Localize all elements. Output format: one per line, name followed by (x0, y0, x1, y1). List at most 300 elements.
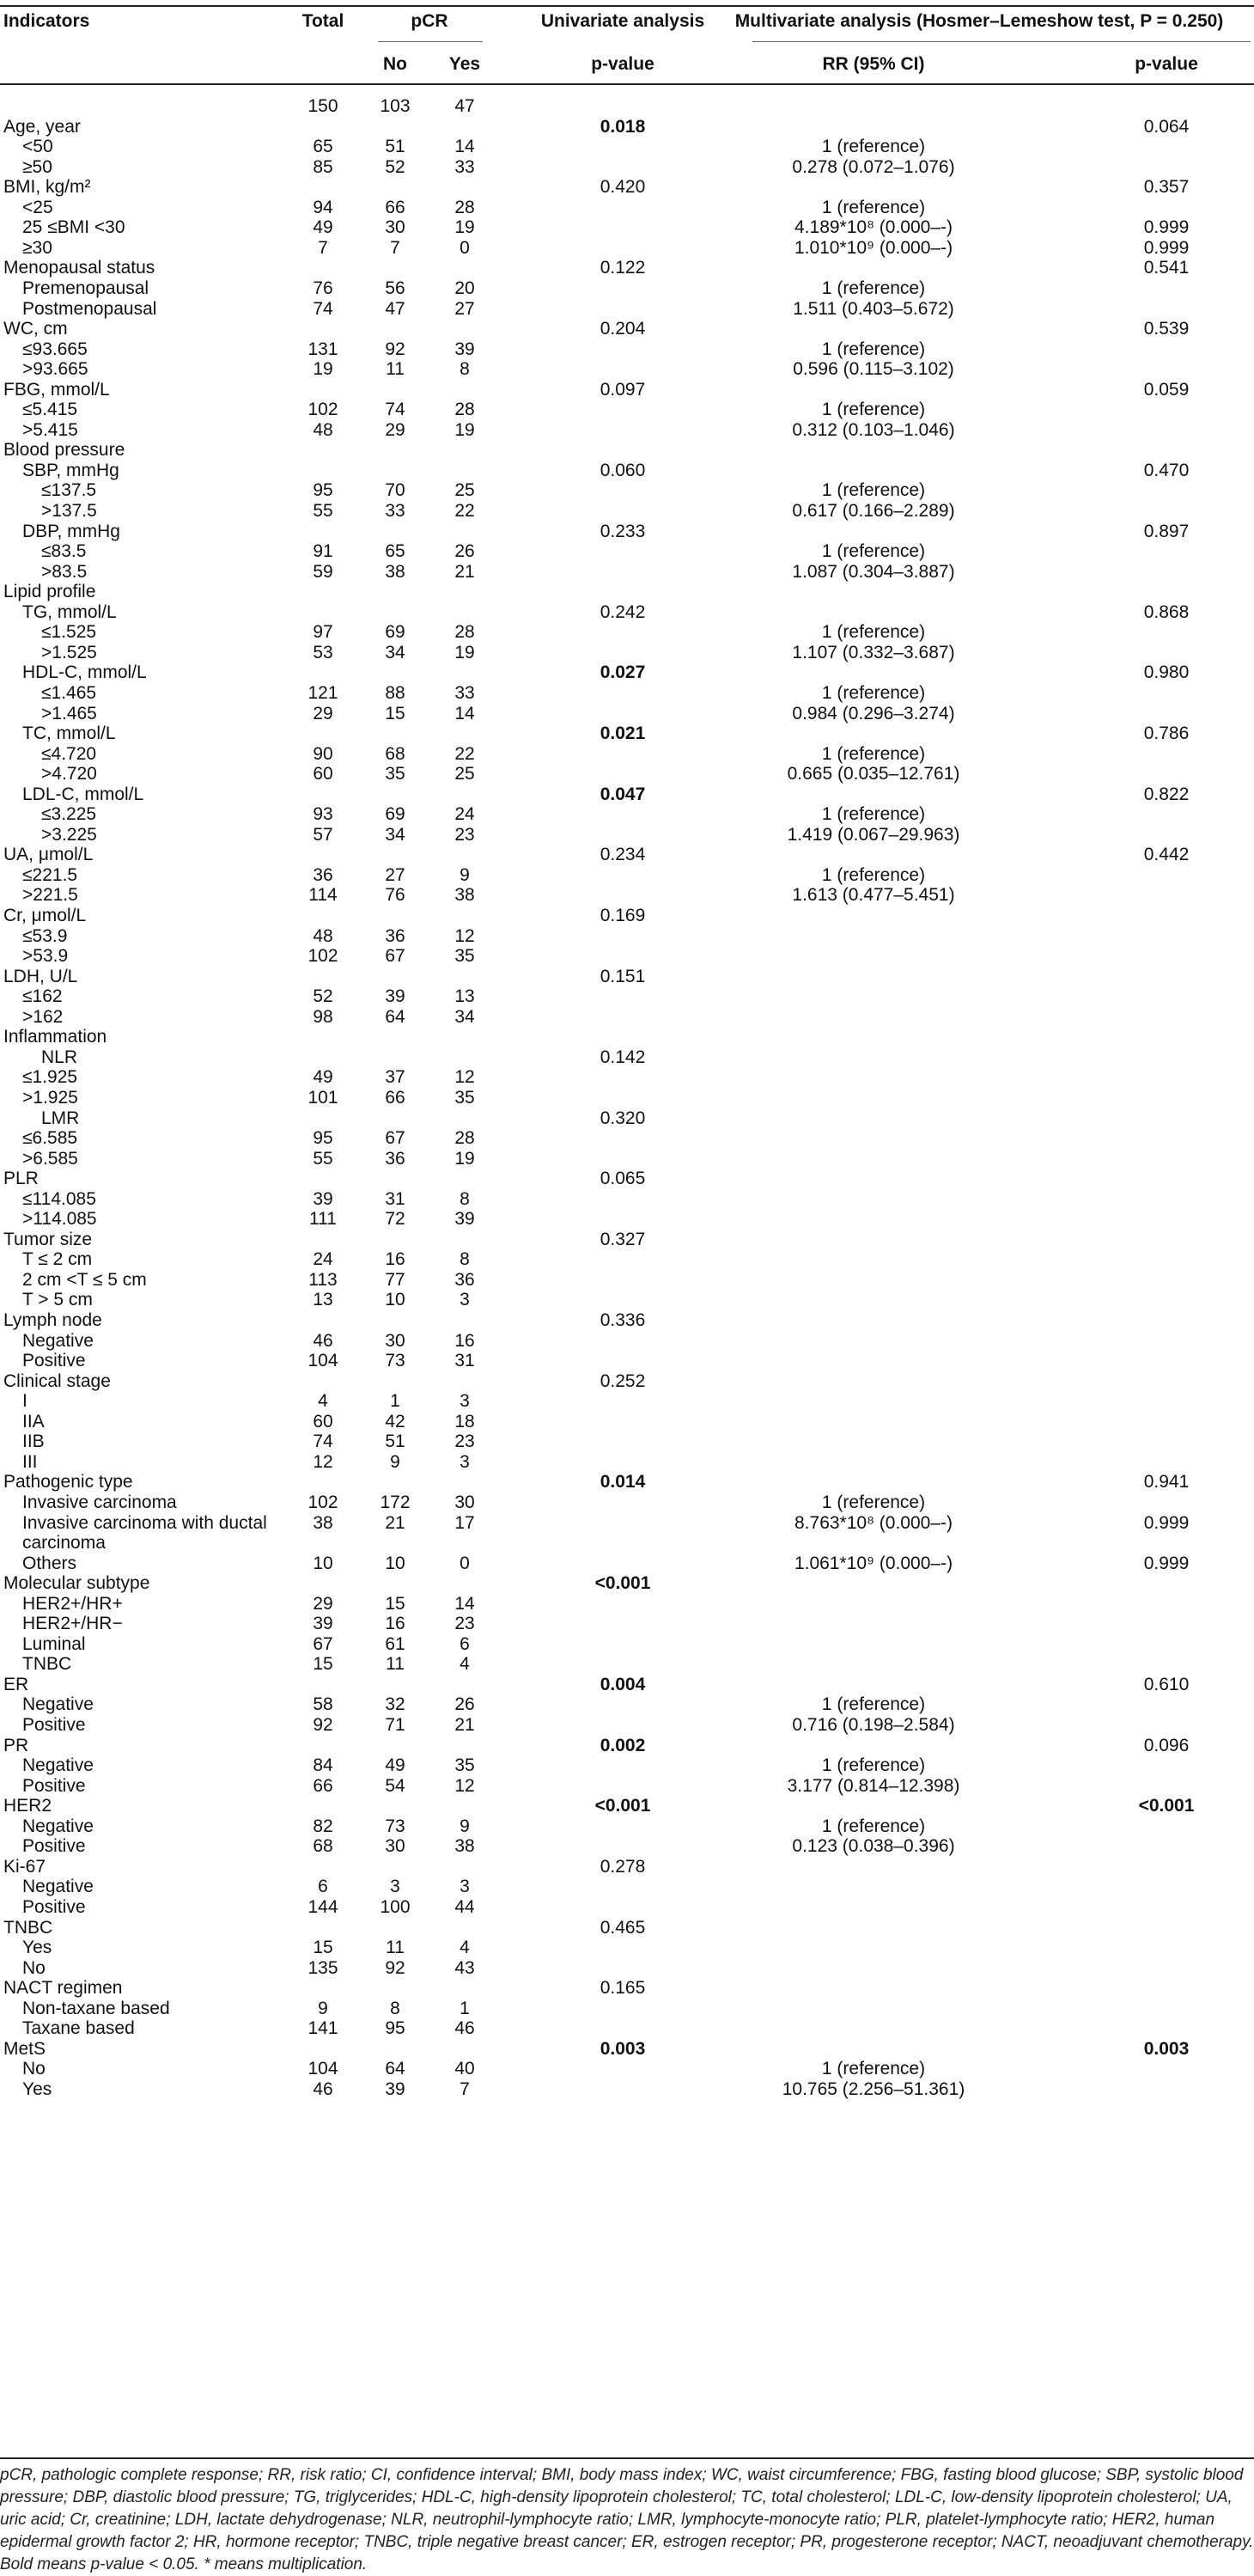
total-cell: 74 (313, 1431, 333, 1451)
total-cell: 67 (313, 1634, 333, 1654)
indicator-label: Luminal (22, 1634, 86, 1654)
indicator-label: WC, cm (3, 319, 68, 339)
total-cell: 49 (313, 217, 333, 237)
yes-cell: 33 (454, 157, 475, 177)
indicator-label: Positive (22, 1715, 86, 1735)
total-cell: 65 (313, 137, 333, 156)
yes-cell: 9 (460, 1816, 470, 1836)
multivariate-pvalue-cell: 0.822 (1143, 784, 1190, 804)
indicator-label: >114.085 (22, 1209, 97, 1229)
univariate-pvalue-cell: 0.047 (600, 784, 646, 804)
total-cell: 7 (318, 238, 328, 258)
indicator-label: Cr, μmol/L (3, 906, 87, 925)
indicator-label: FBG, mmol/L (3, 380, 110, 400)
indicator-label: Postmenopausal (22, 299, 157, 319)
univariate-pvalue-cell: 0.002 (600, 1736, 646, 1755)
header-rr: RR (95% CI) (822, 54, 925, 74)
total-cell: 24 (313, 1249, 333, 1269)
indicator-label: TNBC (22, 1654, 72, 1674)
yes-cell: 23 (454, 1614, 475, 1633)
indicator-label: >1.925 (22, 1088, 78, 1108)
univariate-pvalue-cell: 0.320 (600, 1108, 646, 1128)
no-cell: 172 (380, 1492, 411, 1512)
total-cell: 55 (313, 1149, 333, 1169)
multivariate-pvalue-cell: 0.868 (1143, 602, 1190, 622)
total-cell: 74 (313, 299, 333, 319)
indicator-label: >162 (22, 1007, 64, 1027)
indicator-label: Non-taxane based (22, 1999, 170, 2018)
no-cell: 39 (385, 986, 405, 1006)
yes-cell: 19 (454, 643, 475, 662)
no-cell: 30 (385, 217, 405, 237)
total-cell: 4 (318, 1391, 328, 1411)
univariate-pvalue-cell: 0.021 (600, 723, 646, 743)
no-cell: 7 (390, 238, 400, 258)
yes-cell: 35 (454, 1088, 475, 1108)
total-cell: 94 (313, 198, 333, 217)
no-cell: 61 (385, 1634, 405, 1654)
univariate-pvalue-cell: 0.142 (600, 1047, 646, 1067)
yes-cell: 12 (454, 926, 475, 946)
no-cell: 68 (385, 744, 405, 764)
indicator-label: PLR (3, 1169, 39, 1188)
rr-cell: 1.087 (0.304–3.887) (792, 562, 955, 582)
rr-cell: 1 (reference) (821, 480, 926, 500)
header-univariate-pvalue: p-value (591, 54, 654, 74)
indicator-label: carcinoma (22, 1533, 106, 1553)
rr-cell: 0.278 (0.072–1.076) (792, 157, 955, 177)
indicator-label: Ki-67 (3, 1857, 46, 1877)
indicator-label: DBP, mmHg (22, 522, 120, 541)
total-cell: 10 (313, 1554, 333, 1573)
yes-cell: 27 (454, 299, 475, 319)
rr-cell: 4.189*10⁸ (0.000–-) (794, 217, 953, 237)
total-cell: 82 (313, 1816, 333, 1836)
header-pcr: pCR (411, 11, 448, 31)
yes-cell: 12 (454, 1067, 475, 1087)
rr-cell: 0.617 (0.166–2.289) (792, 501, 955, 521)
yes-cell: 23 (454, 1431, 475, 1451)
rr-cell: 8.763*10⁸ (0.000–-) (794, 1513, 953, 1533)
multivariate-pvalue-cell: 0.064 (1143, 117, 1190, 137)
total-cell: 68 (313, 1836, 333, 1856)
no-cell: 3 (390, 1877, 400, 1896)
yes-cell: 28 (454, 198, 475, 217)
yes-cell: 21 (454, 1715, 475, 1735)
header-univariate: Univariate analysis (540, 11, 705, 31)
indicator-label: Negative (22, 1331, 94, 1351)
multivariate-pvalue-cell: 0.897 (1143, 522, 1190, 541)
total-cell: 131 (307, 339, 338, 359)
no-cell: 67 (385, 1128, 405, 1148)
top-rule (0, 5, 1254, 7)
total-cell: 9 (318, 1999, 328, 2018)
univariate-pvalue-cell: 0.003 (600, 2039, 646, 2059)
total-cell: 57 (313, 825, 333, 845)
no-cell: 10 (385, 1290, 405, 1309)
indicator-label: >5.415 (22, 420, 78, 440)
yes-cell: 18 (454, 1412, 475, 1431)
indicator-label: >53.9 (22, 946, 69, 966)
total-cell: 6 (318, 1877, 328, 1896)
no-cell: 92 (385, 1958, 405, 1978)
rr-cell: 1 (reference) (821, 1492, 926, 1512)
yes-cell: 47 (454, 96, 475, 116)
total-cell: 85 (313, 157, 333, 177)
indicator-label: IIA (22, 1412, 45, 1431)
univariate-pvalue-cell: 0.336 (600, 1310, 646, 1330)
indicator-label: ER (3, 1675, 29, 1694)
yes-cell: 28 (454, 1128, 475, 1148)
no-cell: 66 (385, 198, 405, 217)
indicator-label: Positive (22, 1836, 86, 1856)
univariate-pvalue-cell: 0.242 (600, 602, 646, 622)
yes-cell: 19 (454, 420, 475, 440)
total-cell: 29 (313, 704, 333, 723)
rr-cell: 1.061*10⁹ (0.000–-) (794, 1554, 953, 1573)
multivariate-pvalue-cell: 0.610 (1143, 1675, 1190, 1694)
yes-cell: 33 (454, 683, 475, 703)
indicator-label: Invasive carcinoma (22, 1492, 177, 1512)
rr-cell: 0.716 (0.198–2.584) (792, 1715, 955, 1735)
indicator-label: MetS (3, 2039, 46, 2059)
yes-cell: 38 (454, 885, 475, 905)
yes-cell: 3 (460, 1290, 470, 1309)
indicator-label: >93.665 (22, 359, 88, 379)
multivariate-pvalue-cell: 0.999 (1143, 1554, 1190, 1573)
total-cell: 39 (313, 1614, 333, 1633)
yes-cell: 3 (460, 1391, 470, 1411)
total-cell: 102 (307, 400, 338, 419)
multivariate-pvalue-cell: 0.786 (1143, 723, 1190, 743)
yes-cell: 19 (454, 1149, 475, 1169)
multivariate-pvalue-cell: 0.999 (1143, 1513, 1190, 1533)
indicator-label: ≥50 (22, 157, 52, 177)
total-cell: 104 (307, 2059, 338, 2079)
univariate-pvalue-cell: 0.252 (600, 1371, 646, 1391)
no-cell: 30 (385, 1836, 405, 1856)
yes-cell: 26 (454, 541, 475, 561)
yes-cell: 4 (460, 1938, 470, 1957)
no-cell: 11 (386, 1654, 405, 1674)
univariate-pvalue-cell: 0.169 (600, 906, 646, 925)
multivariate-pvalue-cell: 0.470 (1143, 461, 1190, 480)
no-cell: 51 (385, 137, 405, 156)
total-cell: 121 (307, 683, 338, 703)
total-cell: 141 (307, 2018, 338, 2038)
univariate-pvalue-cell: 0.278 (600, 1857, 646, 1877)
univariate-pvalue-cell: 0.465 (600, 1918, 646, 1938)
univariate-pvalue-cell: 0.122 (600, 258, 646, 278)
univariate-pvalue-cell: 0.065 (600, 1169, 646, 1188)
rr-cell: 0.123 (0.038–0.396) (792, 1836, 955, 1856)
total-cell: 36 (313, 865, 333, 885)
yes-cell: 21 (454, 562, 475, 582)
yes-cell: 25 (454, 764, 475, 784)
multivariate-pvalue-cell: 0.059 (1143, 380, 1190, 400)
rr-cell: 1 (reference) (821, 683, 926, 703)
total-cell: 93 (313, 804, 333, 824)
total-cell: 19 (313, 359, 333, 379)
multivariate-pvalue-cell: 0.541 (1143, 258, 1190, 278)
no-cell: 9 (390, 1452, 400, 1472)
univariate-pvalue-cell: 0.097 (600, 380, 646, 400)
indicator-label: Yes (22, 1938, 52, 1957)
total-cell: 102 (307, 946, 338, 966)
rr-cell: 1.419 (0.067–29.963) (787, 825, 960, 845)
univariate-pvalue-cell: 0.027 (600, 662, 646, 682)
no-cell: 36 (385, 1149, 405, 1169)
total-cell: 13 (313, 1290, 333, 1309)
indicator-label: Others (22, 1554, 77, 1573)
indicator-label: Tumor size (3, 1230, 93, 1249)
multivariate-pvalue-cell: 0.357 (1143, 177, 1190, 197)
yes-cell: 40 (454, 2059, 475, 2079)
indicator-label: LDH, U/L (3, 967, 78, 986)
multivariate-pvalue-cell: 0.096 (1143, 1736, 1190, 1755)
yes-cell: 39 (454, 1209, 475, 1229)
no-cell: 10 (385, 1554, 405, 1573)
total-cell: 48 (313, 420, 333, 440)
no-cell: 42 (385, 1412, 405, 1431)
rr-cell: 1 (reference) (821, 744, 926, 764)
no-cell: 11 (386, 1938, 405, 1957)
indicator-label: Taxane based (22, 2018, 135, 2038)
indicator-label: Age, year (3, 117, 81, 137)
total-cell: 102 (307, 1492, 338, 1512)
indicator-label: 25 ≤BMI <30 (22, 217, 125, 237)
no-cell: 88 (385, 683, 405, 703)
table-footnote: pCR, pathologic complete response; RR, risk ratio; CI, confidence interval; BMI, body mass index; WC, waist circumference; FBG, fasting blood glucose; SBP, systolic blood pressure; DBP, diastolic blood pressure; TG, triglycerides; HDL-C, high-density lipoprotein cholesterol; TC, total cholesterol; LDL-C, low-density lipoprotein cholesterol; UA, uric acid; Cr, creatinine; LDH, lactate dehydrogenase; NLR, neutrophil-lymphocyte ratio; LMR, lymphocyte-monocyte ratio; PLR, platelet-lymphocyte ratio; HER2, human epidermal growth factor 2; HR, hormone receptor; TNBC, triple negative breast cancer; ER, estrogen receptor; PR, progesterone receptor; NACT, neoadjuvant chemotherapy. Bold means p-value < 0.05. * means multiplication. (0, 2466, 1254, 2573)
yes-cell: 36 (454, 1270, 475, 1290)
rr-cell: 1 (reference) (821, 137, 926, 156)
yes-cell: 3 (460, 1877, 470, 1896)
indicator-label: Negative (22, 1694, 94, 1714)
rr-cell: 1.613 (0.477–5.451) (792, 885, 955, 905)
bottom-rule (0, 2457, 1254, 2459)
yes-cell: 22 (454, 744, 475, 764)
yes-cell: 26 (454, 1694, 475, 1714)
indicator-label: TC, mmol/L (22, 723, 116, 743)
yes-cell: 20 (454, 278, 475, 298)
yes-cell: 31 (454, 1351, 475, 1370)
total-cell: 90 (313, 744, 333, 764)
no-cell: 15 (385, 1594, 405, 1614)
no-cell: 64 (385, 2059, 405, 2079)
yes-cell: 17 (454, 1513, 475, 1533)
yes-cell: 8 (460, 1189, 470, 1209)
pcr-underline (378, 41, 483, 42)
total-cell: 91 (313, 541, 333, 561)
rr-cell: 0.312 (0.103–1.046) (792, 420, 955, 440)
indicator-label: >6.585 (22, 1149, 78, 1169)
no-cell: 52 (385, 157, 405, 177)
total-cell: 60 (313, 764, 333, 784)
header-indicators: Indicators (3, 11, 90, 31)
multivariate-pvalue-cell: 0.999 (1143, 238, 1190, 258)
indicator-label: ≤1.525 (41, 622, 97, 642)
indicator-label: ≤137.5 (41, 480, 97, 500)
no-cell: 47 (385, 299, 405, 319)
no-cell: 30 (385, 1331, 405, 1351)
univariate-pvalue-cell: 0.234 (600, 845, 646, 864)
indicator-label: HDL-C, mmol/L (22, 662, 147, 682)
no-cell: 71 (385, 1715, 405, 1735)
no-cell: 54 (385, 1776, 405, 1796)
total-cell: 46 (313, 2079, 333, 2099)
no-cell: 95 (385, 2018, 405, 2038)
indicator-label: ≤53.9 (22, 926, 68, 946)
no-cell: 56 (385, 278, 405, 298)
total-cell: 48 (313, 926, 333, 946)
rr-cell: 1 (reference) (821, 400, 926, 419)
indicator-label: ≤83.5 (41, 541, 87, 561)
total-cell: 144 (307, 1897, 338, 1917)
yes-cell: 0 (460, 1554, 470, 1573)
total-cell: 95 (313, 480, 333, 500)
no-cell: 32 (385, 1694, 405, 1714)
no-cell: 36 (385, 926, 405, 946)
yes-cell: 24 (454, 804, 475, 824)
total-cell: 15 (313, 1654, 333, 1674)
total-cell: 150 (307, 96, 338, 116)
no-cell: 27 (385, 865, 405, 885)
total-cell: 49 (313, 1067, 333, 1087)
no-cell: 21 (385, 1513, 405, 1533)
total-cell: 55 (313, 501, 333, 521)
rr-cell: 1.010*10⁹ (0.000–-) (794, 238, 953, 258)
indicator-label: Clinical stage (3, 1371, 111, 1391)
yes-cell: 43 (454, 1958, 475, 1978)
indicator-label: T ≤ 2 cm (22, 1249, 93, 1269)
no-cell: 11 (386, 359, 405, 379)
total-cell: 60 (313, 1412, 333, 1431)
no-cell: 1 (390, 1391, 400, 1411)
indicator-label: LDL-C, mmol/L (22, 784, 144, 804)
indicator-label: TNBC (3, 1918, 53, 1938)
rr-cell: 10.765 (2.256–51.361) (782, 2079, 965, 2099)
multivariate-pvalue-cell: 0.980 (1143, 662, 1190, 682)
no-cell: 70 (385, 480, 405, 500)
no-cell: 92 (385, 339, 405, 359)
indicator-label: Negative (22, 1877, 94, 1896)
indicator-label: Premenopausal (22, 278, 149, 298)
indicator-label: >4.720 (41, 764, 97, 784)
rr-cell: 1.107 (0.332–3.687) (792, 643, 955, 662)
total-cell: 84 (313, 1755, 333, 1775)
indicator-label: T > 5 cm (22, 1290, 93, 1309)
yes-cell: 28 (454, 622, 475, 642)
yes-cell: 13 (454, 986, 475, 1006)
no-cell: 69 (385, 804, 405, 824)
rr-cell: 1 (reference) (821, 278, 926, 298)
no-cell: 31 (385, 1189, 405, 1209)
no-cell: 69 (385, 622, 405, 642)
indicator-label: >221.5 (22, 885, 78, 905)
no-cell: 49 (385, 1755, 405, 1775)
indicator-label: Positive (22, 1351, 86, 1370)
yes-cell: 38 (454, 1836, 475, 1856)
indicator-label: LMR (41, 1108, 80, 1128)
indicator-label: Lymph node (3, 1310, 102, 1330)
no-cell: 74 (385, 400, 405, 419)
multivariate-underline (752, 41, 1251, 42)
total-cell: 53 (313, 643, 333, 662)
univariate-pvalue-cell: 0.014 (600, 1472, 646, 1492)
indicator-label: Pathogenic type (3, 1472, 133, 1492)
indicator-label: HER2 (3, 1796, 52, 1816)
yes-cell: 23 (454, 825, 475, 845)
no-cell: 35 (385, 764, 405, 784)
total-cell: 111 (309, 1209, 337, 1229)
indicator-label: Negative (22, 1755, 94, 1775)
indicator-label: >83.5 (41, 562, 88, 582)
indicator-label: Lipid profile (3, 582, 96, 601)
indicator-label: ≤1.465 (41, 683, 97, 703)
indicator-label: >1.465 (41, 704, 97, 723)
no-cell: 77 (385, 1270, 405, 1290)
header-yes: Yes (448, 54, 481, 74)
indicator-label: No (22, 1958, 46, 1978)
univariate-pvalue-cell: <0.001 (594, 1573, 651, 1593)
indicator-label: HER2+/HR− (22, 1614, 123, 1633)
total-cell: 135 (307, 1958, 338, 1978)
no-cell: 65 (385, 541, 405, 561)
indicator-label: UA, μmol/L (3, 845, 94, 864)
indicator-label: >137.5 (41, 501, 97, 521)
rr-cell: 1 (reference) (821, 541, 926, 561)
multivariate-pvalue-cell: 0.999 (1143, 217, 1190, 237)
indicator-label: ≤6.585 (22, 1128, 78, 1148)
indicator-label: BMI, kg/m² (3, 177, 91, 197)
yes-cell: 34 (454, 1007, 475, 1027)
yes-cell: 44 (454, 1897, 475, 1917)
yes-cell: 1 (460, 1999, 470, 2018)
total-cell: 58 (313, 1694, 333, 1714)
indicator-label: Molecular subtype (3, 1573, 150, 1593)
rr-cell: 1 (reference) (821, 622, 926, 642)
indicator-label: Positive (22, 1897, 86, 1917)
no-cell: 103 (380, 96, 411, 116)
indicator-label: <25 (22, 198, 53, 217)
indicator-label: <50 (22, 137, 53, 156)
header-multivariate: Multivariate analysis (Hosmer–Lemeshow test, P = 0.250) (734, 11, 1224, 31)
header-rule (0, 83, 1254, 85)
yes-cell: 28 (454, 400, 475, 419)
no-cell: 34 (385, 643, 405, 662)
univariate-pvalue-cell: 0.151 (600, 967, 646, 986)
indicator-label: Blood pressure (3, 440, 125, 460)
no-cell: 39 (385, 2079, 405, 2099)
indicator-label: NLR (41, 1047, 78, 1067)
yes-cell: 39 (454, 339, 475, 359)
univariate-pvalue-cell: 0.204 (600, 319, 646, 339)
rr-cell: 0.984 (0.296–3.274) (792, 704, 955, 723)
indicator-label: ≤4.720 (41, 744, 97, 764)
total-cell: 39 (313, 1189, 333, 1209)
no-cell: 66 (385, 1088, 405, 1108)
total-cell: 92 (313, 1715, 333, 1735)
rr-cell: 0.665 (0.035–12.761) (787, 764, 960, 784)
total-cell: 12 (313, 1452, 333, 1472)
indicator-label: Invasive carcinoma with ductal (22, 1513, 267, 1533)
rr-cell: 1 (reference) (821, 339, 926, 359)
indicator-label: HER2+/HR+ (22, 1594, 123, 1614)
total-cell: 95 (313, 1128, 333, 1148)
yes-cell: 3 (460, 1452, 470, 1472)
no-cell: 33 (385, 501, 405, 521)
multivariate-pvalue-cell: 0.003 (1143, 2039, 1190, 2059)
